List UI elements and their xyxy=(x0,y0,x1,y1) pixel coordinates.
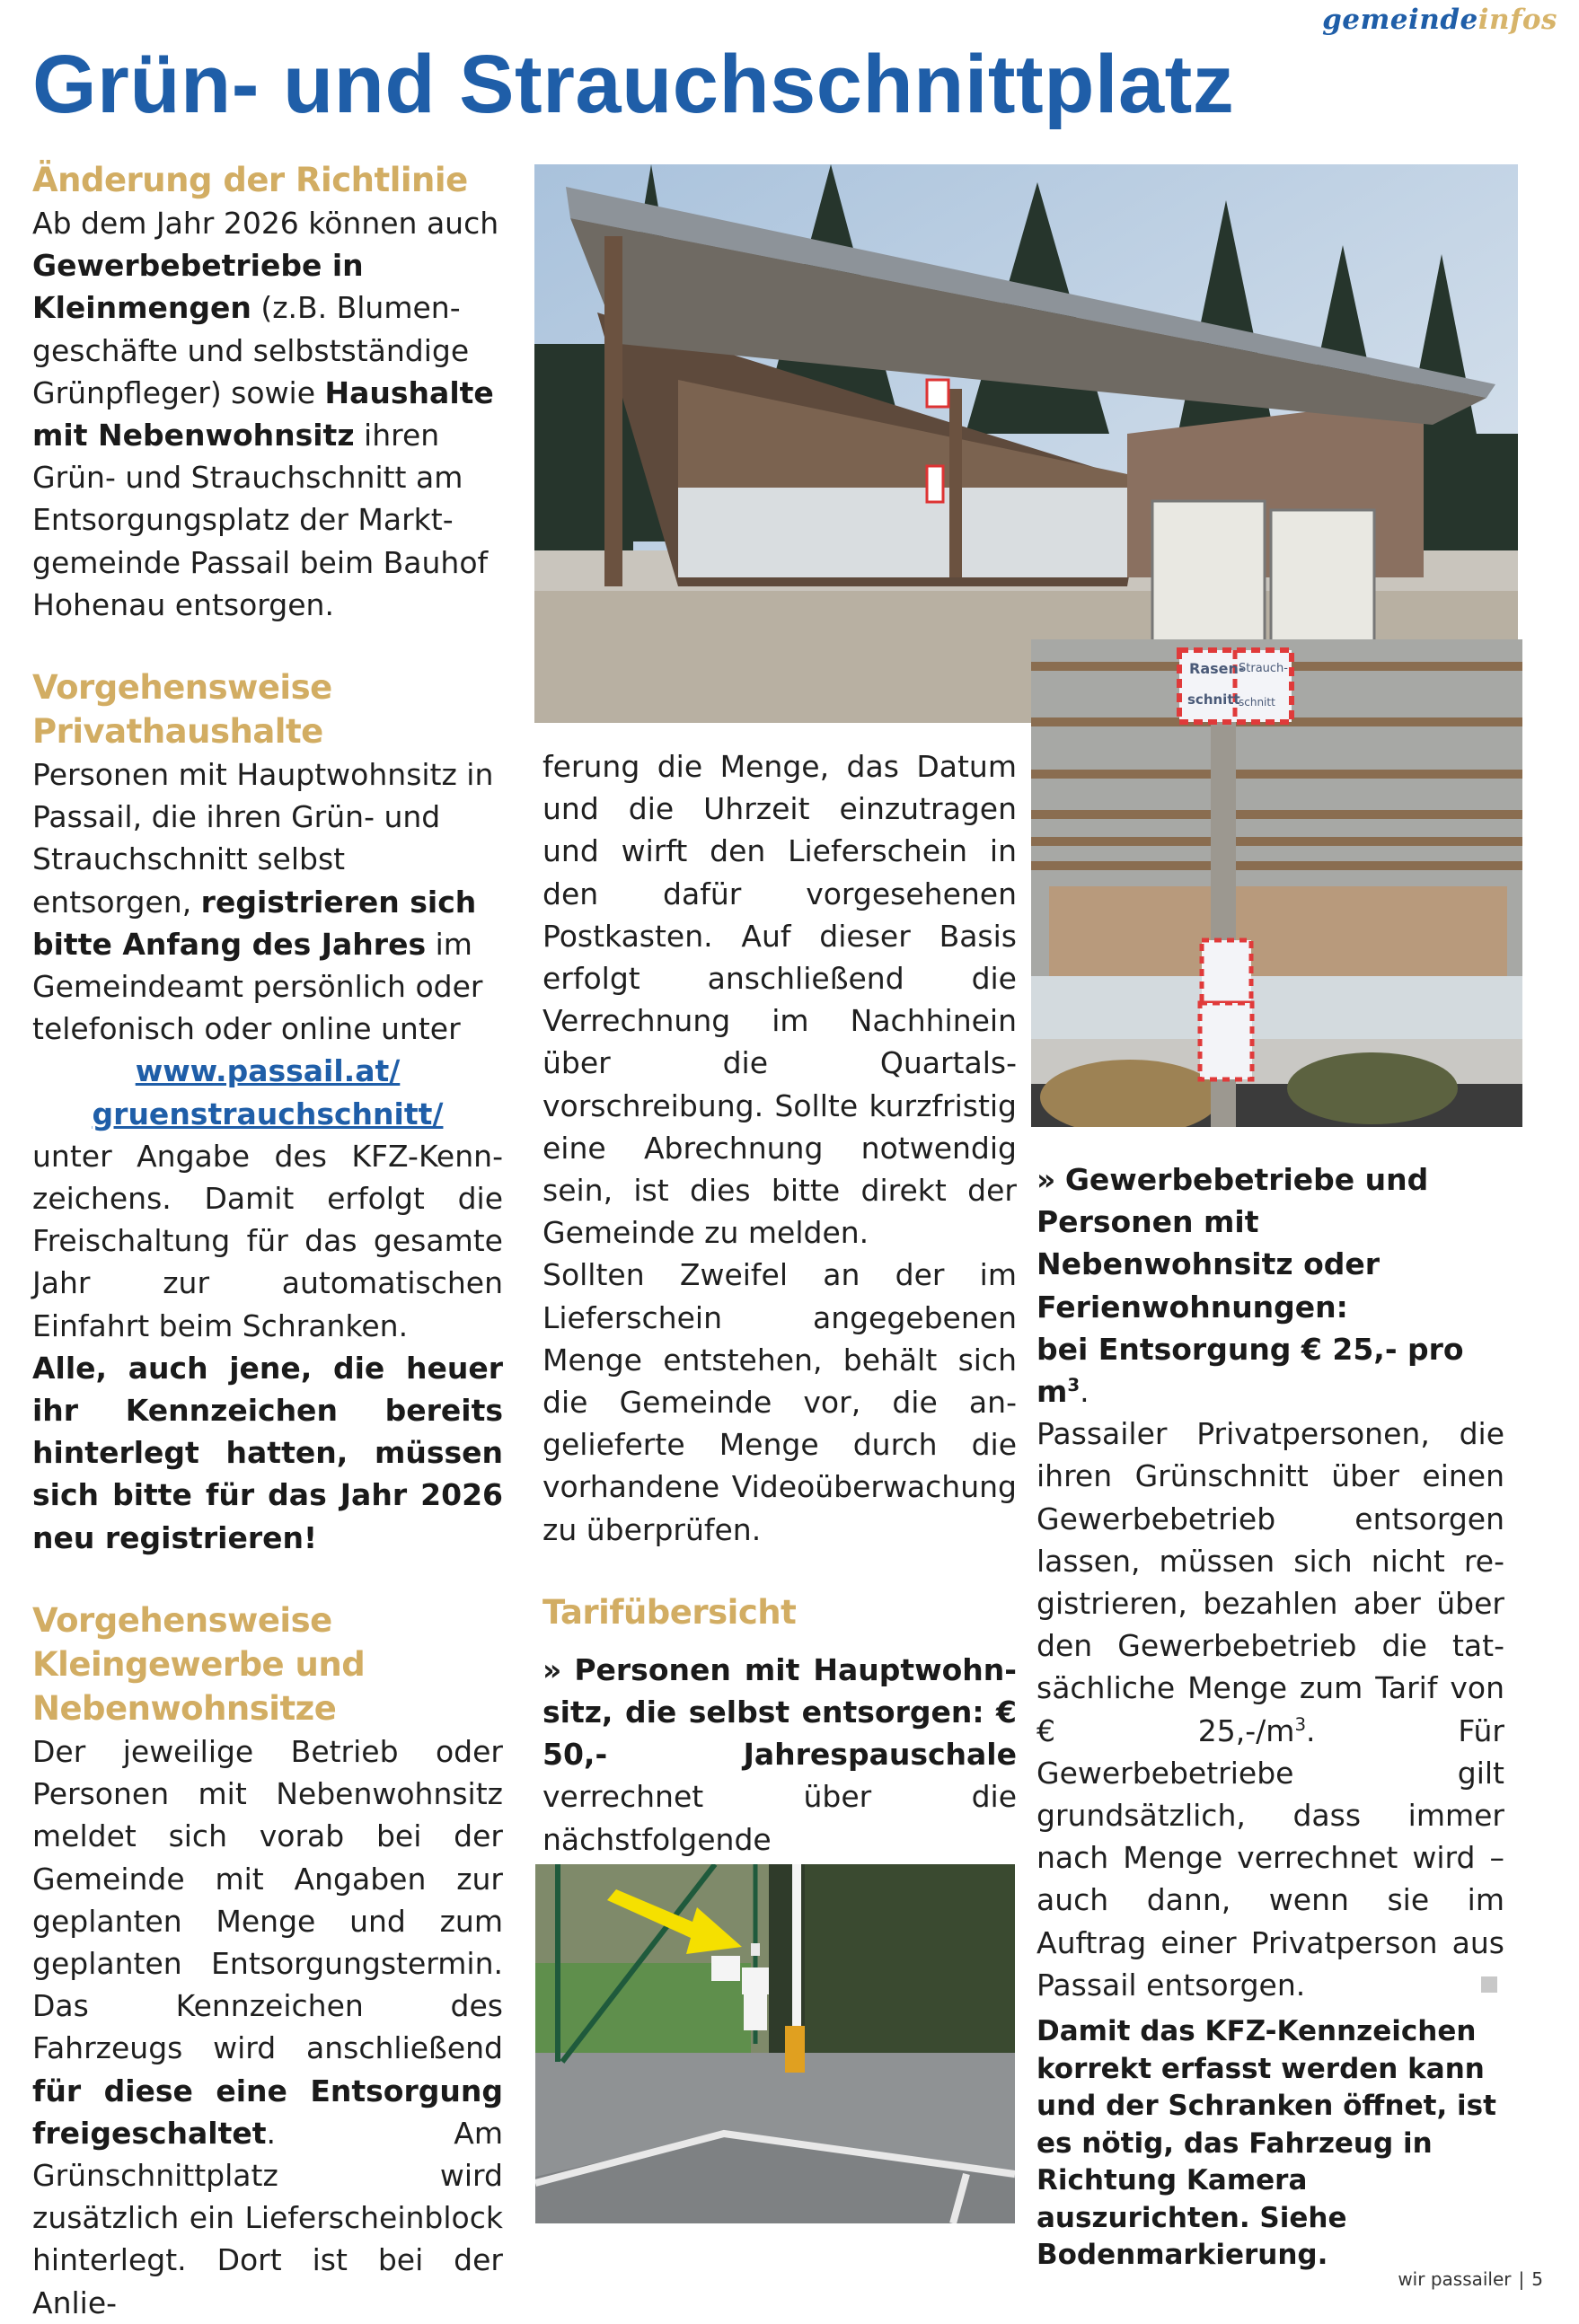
section-kleingewerbe xyxy=(32,1598,503,2324)
link-line: gruenstrauchschnitt/ xyxy=(92,1096,444,1131)
paragraph xyxy=(1036,1413,1504,2006)
text: Der jeweilige Betrieb oder Personen mit Nebenwohnsitz meldet sich vorab bei der Gemeinde mit Angaben zur geplanten Menge und zum geplanten Entsorgungstermin. Das Kennzeichen des Fahrzeugs wird anschließend xyxy=(32,1733,503,2066)
paragraph: Sollten Zweifel an der im Lieferschein angegebenen Menge entstehen, behält sich die Gemeinde vor, die angelieferte Menge durch die vorhandene Videoüberwachung zu überprüfen. xyxy=(543,1257,1017,1547)
price-text: bei Entsorgung € 25,- pro m xyxy=(1036,1331,1464,1410)
bold-notice: Alle, auch jene, die heuer ihr Kennzeichen bereits hinterlegt hatten, müssen sich bitte für das Jahr 2026 neu registrieren! xyxy=(32,1350,503,1555)
chevron-bullet-icon: » xyxy=(1036,1162,1056,1197)
paragraph xyxy=(32,1730,503,2324)
sign-illustration xyxy=(1031,639,1522,1127)
text: ihren Grün- und Strauchschnitt am Entsorgungsplatz der Marktgemeinde Passail beim Bauhof Hohenau entsorgen. xyxy=(32,418,489,622)
section-heading: Änderung der Richtlinie xyxy=(32,161,468,199)
superscript: 3 xyxy=(1294,1713,1307,1735)
section-privathaushalte xyxy=(32,665,503,1559)
sign-text-right-2: schnitt xyxy=(1239,696,1275,709)
text: . Für Gewerbebetriebe gilt grundsätzlich, dass immer nach Menge verrechnet wird – auch dann, wenn sie im Auftrag einer Privatperson aus Passail entsorgen. xyxy=(1036,1712,1504,2003)
paragraph: ferung die Menge, das Datum und die Uhrzeit einzutragen und wirft den Lieferschein in den dafür vorgesehenen Postkasten. Auf dieser Basis erfolgt anschließend die Verrechnung im Nachhinein über die Quartalsvorschreibung. Sollte kurzfristig eine Abrechnung notwendig sein, ist dies bitte direkt der Gemeinde zu melden. xyxy=(543,749,1017,1251)
section-heading-tarif: Tarifübersicht xyxy=(543,1592,797,1632)
heading-line: Kleingewerbe und xyxy=(32,1644,366,1684)
page-footer xyxy=(1398,2268,1543,2290)
sign-text-left: Rasen- xyxy=(1189,660,1245,677)
bold-text: Gewerbebetriebe und Personen mit Nebenwohnsitz oder Ferienwohnungen: xyxy=(1036,1162,1429,1325)
text: . Am Grünschnittplatz wird zusätzlich ein Lieferscheinblock hinterlegt. Dort ist bei der Anlie- xyxy=(32,2115,503,2320)
link-line: www.passail.at/ xyxy=(135,1053,401,1089)
sign-text-left-2: schnitt xyxy=(1187,691,1240,708)
text: im Gemeindeamt persönlich oder telefonisch oder online unter xyxy=(32,926,483,1047)
photo-sign xyxy=(1031,639,1522,1127)
bold-text: Personen mit Hauptwohnsitz, die selbst entsorgen: € 50,- Jahrespauschale xyxy=(543,1651,1017,1773)
heading-line: Nebenwohnsitze xyxy=(32,1688,337,1728)
heading-line: Vorgehensweise xyxy=(32,668,332,708)
text: verrechnet über die nächstfolgende xyxy=(543,1779,1017,1857)
tariff-item xyxy=(1036,1158,1504,1413)
section-richtlinie xyxy=(32,158,503,626)
bold-text: Haushalte mit Nebenwohnsitz xyxy=(32,374,494,453)
text: Ab dem Jahr 2026 können auch xyxy=(32,206,499,241)
page-number: 5 xyxy=(1531,2268,1543,2290)
bold-text: registrieren sich bitte Anfang des Jahres xyxy=(32,884,477,962)
section-heading xyxy=(32,665,503,753)
heading-line: Privathaushalte xyxy=(32,712,323,752)
bold-text xyxy=(1036,1332,1464,1409)
heading-line: Vorgehensweise xyxy=(32,1600,332,1640)
paragraph xyxy=(32,202,503,626)
brand-logo xyxy=(1322,4,1557,36)
registration-link[interactable] xyxy=(32,1050,503,1134)
paragraph xyxy=(32,753,503,1050)
photo-barrier xyxy=(535,1864,1015,2223)
text: . xyxy=(1080,1374,1089,1410)
text: Passailer Privatpersonen, die ihren Grünschnitt über einen Gewerbebetrieb entsorgen lassen, müssen sich nicht registrieren, bezahlen aber über den Gewerbebetrieb die tatsächliche Menge zum Tarif von € 25,-/m xyxy=(1036,1416,1504,1748)
paragraph xyxy=(32,1347,503,1559)
page-title: Grün- und Strauchschnittplatz xyxy=(32,39,1235,130)
section-heading xyxy=(32,1598,503,1730)
superscript: 3 xyxy=(1067,1375,1081,1396)
brand-part-2: infos xyxy=(1478,4,1557,36)
text: Personen mit Hauptwohnsitz in Passail, die ihren Grün- und Strauchschnitt selbst entsorgen, xyxy=(32,757,494,920)
photo-caption: Damit das KFZ-Kennzeichen korrekt erfasst werden kann und der Schranken öffnet, ist es nötig, das Fahrzeug in Richtung Kamera auszurichten. Siehe Bodenmarkierung. xyxy=(1036,2015,1496,2271)
paragraph: unter Angabe des KFZ-Kennzeichens. Damit erfolgt die Freischaltung für das gesamte Jahr zur automatischen Einfahrt beim Schranken. xyxy=(32,1138,503,1343)
publication-name: wir passailer xyxy=(1398,2268,1512,2290)
end-of-article-icon xyxy=(1481,1976,1497,1993)
footer-separator: | xyxy=(1518,2268,1525,2290)
bold-text: für diese eine Entsorgung freigeschaltet xyxy=(32,2073,503,2151)
brand-part-1: gemeinde xyxy=(1322,4,1478,36)
barrier-illustration xyxy=(535,1864,1015,2223)
text: (z.B. Blumengeschäfte und selbstständige Grünpfleger) sowie xyxy=(32,290,470,410)
column-2 xyxy=(543,745,1017,1903)
column-3 xyxy=(1036,1158,1504,2006)
bold-text: Gewerbebetriebe in Kleinmengen xyxy=(32,248,364,326)
column-1 xyxy=(32,158,503,2324)
chevron-bullet-icon: » xyxy=(543,1651,562,1687)
sign-text-right: Strauch- xyxy=(1239,662,1288,675)
